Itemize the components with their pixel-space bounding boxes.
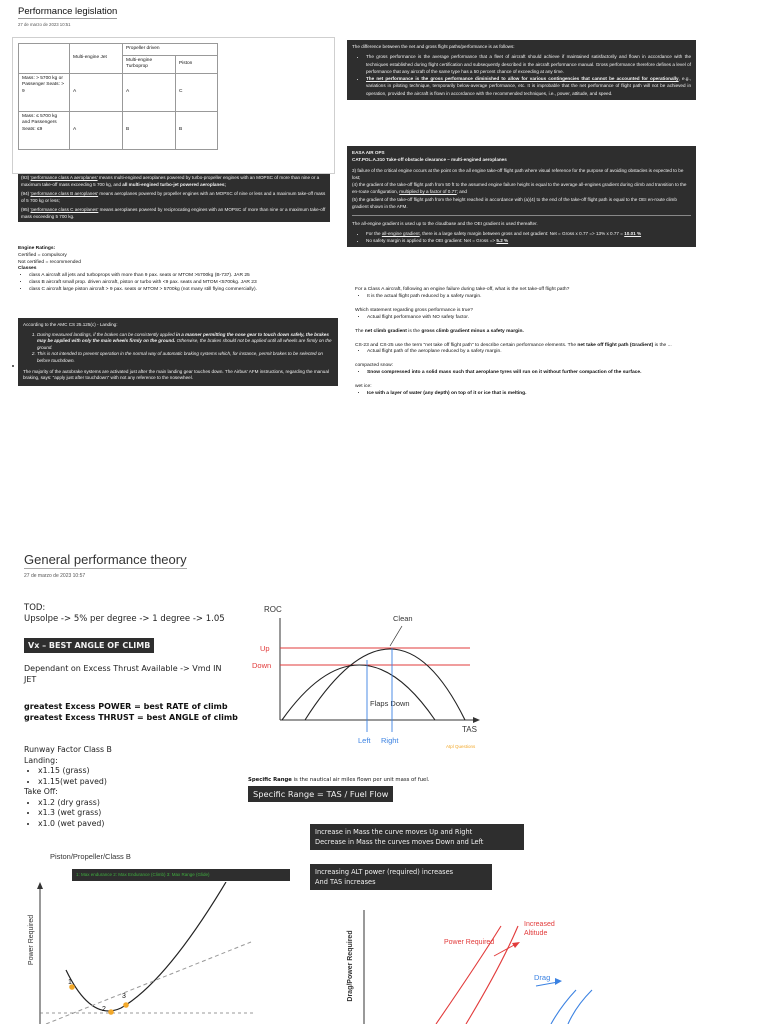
qa-q3-b1: net climb gradient — [364, 328, 407, 334]
left-label: Left — [358, 736, 371, 745]
tangent-line — [46, 942, 251, 1024]
mass-effect-box — [310, 824, 524, 850]
table-header-jet: Multi-engine Jet — [70, 44, 123, 74]
mass-effect-line2: Decrease in Mass the curves moves Down and Left — [315, 838, 484, 846]
qa-q3 — [355, 329, 680, 336]
easa-p4-ul: multiplied by a factor of 0.77 — [399, 189, 457, 195]
excess-power-line: greatest Excess POWER = best RATE of climb — [24, 702, 228, 711]
easa-b1-ul: all-engine gradient — [381, 230, 420, 236]
green-note-box: 1: Max endurance 2: Max Endurance (Climb) 3: Max Range (Glide) — [72, 869, 290, 881]
list-item: • Ice with a layer of water (any depth) on top of it or ice that is melting. — [367, 391, 680, 398]
amc-outro: The majority of the autobrake systems are activated just after the main landing gear touches down. The Airbus' AFM instructions, regarding the manual braking, says: "apply just after touchdown" with not any reference to the nosewheel. — [23, 368, 329, 381]
bottom-page-date: 27 de marzo de 2023 10:57 — [24, 573, 86, 579]
power-required-label: Power Required — [444, 939, 495, 946]
table-corner-cell — [19, 44, 70, 74]
easa-title2: CAT.POL.A.310 Take-off obstacle clearance – multi-engined aeroplanes — [352, 157, 507, 163]
qa-section — [355, 287, 680, 398]
qa-q2: Which statement regarding gross performance is true? — [355, 307, 473, 313]
specific-range-note-text: is the nautical air miles flown per unit mass of fuel. — [291, 777, 430, 783]
atpl-note: Atpl Questions — [446, 744, 476, 749]
chart-point-label-2: 2 — [102, 1006, 106, 1013]
qa-q3-b2: gross climb gradient minus a safety margin. — [421, 328, 524, 334]
mass-effect-line1: Increase in Mass the curve moves Up and Right — [315, 828, 473, 836]
list-item: • class C aircraft large piston aircraft > 9 pax. seats or MTOM > 5700kg (not many still flying commercially). — [29, 287, 333, 294]
list-item — [366, 230, 691, 237]
drag-label: Drag — [534, 973, 551, 982]
list-item: • Actual flight path of the aeroplane reduced by a safety margin. — [367, 349, 680, 356]
amc-item1-c: Otherwise, the brakes should not be applied until all wheels are firmly on the ground. — [37, 338, 332, 350]
list-item — [366, 237, 691, 244]
tod-block — [24, 603, 225, 625]
amc-item1-a: During measured landings, if the brakes can be consistently applied — [37, 331, 176, 337]
qa-q5: compacted snow: — [355, 363, 394, 369]
list-item: • x1.15(wet paved) — [38, 777, 112, 788]
table-cell: A — [70, 111, 123, 149]
qa-q4-a: CS-23 and CS-25 use the term "net take off flight path" to describe certain performance elements. The — [355, 342, 578, 348]
table-header-turboprop: Multi-engine Turboprop — [123, 55, 176, 73]
easa-b1-val: 10.01 % — [624, 230, 642, 236]
performance-classes-box — [18, 174, 330, 222]
p93-num: (93) — [21, 175, 31, 180]
easa-p4-b: ; and — [456, 189, 467, 195]
right-label: Right — [381, 736, 399, 745]
easa-list — [352, 230, 691, 244]
qa-a6-list — [355, 391, 680, 398]
classes-heading: Classes — [18, 266, 37, 272]
specific-range-note — [248, 777, 518, 783]
easa-p4-a: (4) the gradient of the take-off flight path from 50 ft to the assumed engine failure height is equal to the average all-engines gradient during climb and transition to the en-route configuration, — [352, 182, 687, 195]
down-label: Down — [252, 661, 272, 670]
specific-range-box: Specific Range = TAS / Fuel Flow — [248, 786, 393, 802]
qa-a5-list — [355, 370, 680, 377]
p93-text: means multi-engined aeroplanes powered by turbo-propeller engines with an MOPSC of more than nine or a maximum take-off mass exceeding 5 700 kg, and — [21, 175, 320, 187]
table-header-group: Propeller driven — [123, 44, 218, 56]
chart-point-2 — [108, 1009, 114, 1015]
net-intro: The difference between the net and gross flight paths/performance is as follows: — [352, 44, 515, 49]
altitude-effect-line2: And TAS increases — [315, 878, 376, 886]
net-gross-box — [347, 40, 696, 100]
clean-label: Clean — [393, 614, 413, 623]
qa-a4-list — [355, 349, 680, 356]
list-item — [366, 75, 691, 97]
landing-label: Landing: — [24, 755, 58, 765]
easa-p6: The all-engine gradient is used up to the cloudbase and the OEI gradient is used thereafter. — [352, 220, 538, 226]
excess-block — [24, 701, 238, 723]
qa-a1-list — [355, 294, 680, 301]
increased-altitude-label-1: Increased — [524, 921, 555, 928]
list-item: • Snow compressed into a solid mass such that aeroplane tyres will run on it without further compaction of the surface. — [367, 370, 680, 377]
amc-landing-box — [18, 318, 338, 386]
list-item — [37, 332, 333, 352]
altitude-effect-line1: Increasing ALT power (required) increases — [315, 868, 454, 876]
takeoff-label: Take Off: — [24, 787, 58, 796]
chart-point-label-1: 1 — [68, 979, 72, 986]
easa-p5: (5) the gradient of the take-off flight path from the height reached in accordance with (a)(4) to the end of the take-off flight path is equal to the OEI en-route climb gradient shown in the AFM. — [352, 196, 677, 209]
chart-point-3 — [123, 1002, 129, 1008]
up-label: Up — [260, 644, 270, 653]
top-page-title: Performance legislation — [18, 6, 118, 17]
p95-text: means aeroplanes powered by reciprocating engines with an MOPSC of more than nine or a maximum take-off mass exceeding 5 700 kg. — [21, 207, 326, 219]
margin-dot — [12, 365, 14, 367]
roc-ylabel: ROC — [264, 605, 282, 614]
list-item: • Actual flight performance with NO safety factor. — [367, 315, 680, 322]
drag-chart-ylabel: Drag/Power Required — [347, 930, 354, 1002]
list-item: • class B aircraft small prop. driven aircraft, piston or turbo with <9 pax. seats and MTOM <5700kg. JAR 23 — [29, 280, 333, 287]
ratings-not-certified: Not certified = recommended — [18, 259, 81, 265]
qa-q1: For a Class A aircraft, following an engine failure during take-off, what is the net take-off flight path? — [355, 287, 570, 292]
clean-curve — [305, 649, 465, 720]
amc-list — [23, 332, 333, 365]
increased-altitude-label-2: Altitude — [524, 930, 548, 937]
table-row2-label: Mass: ≤ 5700 kg and Passengers Seats: ≤9 — [19, 111, 70, 149]
flaps-down-curve — [282, 665, 435, 720]
amc-intro: According to the AMC CS 25.125(c) - Landing: — [23, 322, 118, 327]
vx-box: Vx – BEST ANGLE OF CLIMB — [24, 638, 154, 653]
qa-q3-c: is the — [406, 328, 422, 334]
table-cell: B — [123, 111, 176, 149]
roc-chart — [250, 600, 492, 760]
runway-factor-block — [24, 745, 112, 829]
list-item: • x1.2 (dry grass) — [38, 798, 112, 809]
easa-box — [347, 146, 696, 247]
takeoff-list — [24, 798, 112, 830]
list-item: • x1.15 (grass) — [38, 766, 112, 777]
p95-link: 'performance class C aeroplanes' — [30, 207, 99, 213]
net-item2-ul: The net performance is the gross performance diminished to allow for various contingencies that cannot be accounted for operationally — [366, 76, 679, 82]
p94-link: 'performance class B aeroplanes' — [30, 191, 99, 197]
list-item: • class A aircraft all jets and turboprops with more than 9 pax. seats or MTOM >5700kg (B-737). JAR 25 — [29, 273, 333, 280]
dependant-text: Dependant on Excess Thrust Available -> Vmd IN JET — [24, 664, 222, 684]
p94-text: means aeroplanes powered by propeller engines with an MOPSC of nine or less and a maximum take-off mass of 5 700 kg or less; — [21, 191, 326, 203]
specific-range-note-bold: Specific Range — [248, 777, 292, 783]
power-curve — [66, 882, 226, 1011]
piston-label: Piston/Propeller/Class B — [50, 852, 131, 861]
easa-b1-a: For the — [366, 230, 382, 236]
power-chart-ylabel: Power Required — [28, 914, 35, 966]
power-required-chart — [26, 882, 258, 1024]
y-axis-arrow — [37, 882, 43, 889]
qa-q3-a: The — [355, 328, 365, 334]
easa-p3: 3) failure of the critical engine occurs at the point on the all engine take-off flight path where visual reference for the purpose of avoiding obstacles is expected to be lost; — [352, 168, 684, 181]
table-cell: A — [123, 73, 176, 111]
engine-ratings — [18, 246, 333, 294]
list-item: • x1.3 (wet grass) — [38, 808, 112, 819]
qa-q4-c: is the ... — [653, 342, 672, 348]
landing-list — [24, 766, 112, 787]
p93-link: 'performance class A aeroplanes' — [30, 175, 98, 180]
performance-class-table — [18, 43, 218, 150]
ratings-certified: Certified = compulsory — [18, 252, 67, 258]
roc-xlabel: TAS — [462, 725, 477, 734]
drag-arrow — [536, 982, 558, 986]
drag-power-chart — [336, 906, 598, 1024]
easa-b1-b: , there is a large safety margin between gross and net gradient: Net = Gross x 0.77 => 13% x 0.77 = — [419, 230, 625, 236]
net-list — [352, 53, 691, 97]
table-cell: A — [70, 73, 123, 111]
top-page-date: 27 de marzo de 2023 10:51 — [18, 22, 71, 27]
drag-arrow-head — [555, 978, 562, 985]
net-item2-rest: , e.g., variations in piloting technique, temporarily below-average performance, etc. It is improbable that the net performance of flight path will not be achieved in operation, provided the aircraft is flown in accordance with the recommended techniques, i.e., power, attitude, and speed. — [366, 76, 691, 96]
p93-bold: all multi-engined turbo-jet powered aeroplanes; — [122, 181, 226, 187]
excess-thrust-line: greatest Excess THRUST = best ANGLE of climb — [24, 713, 238, 722]
amc-item1-b: in a manner permitting the nose gear to touch down safely, the brakes may be applied with only the main wheels firmly on the ground. — [37, 331, 329, 344]
table-cell: C — [176, 73, 218, 111]
list-item: • The gross performance is the average performance that a fleet of aircraft should achieve if maintained satisfactorily and flown in accordance with the techniques established during flight certification and subsequently described in the aircraft performance manual. Gross performance therefore defines a level of performance that any aircraft of the same type has a 50 percent chance of exceeding at any time. — [366, 53, 691, 75]
classes-list — [18, 273, 333, 293]
altitude-effect-box — [310, 864, 492, 890]
flaps-down-label: Flaps Down — [370, 699, 410, 708]
bottom-page-title: General performance theory — [24, 552, 187, 567]
clean-pointer — [390, 626, 402, 646]
list-item: 2. This is not intended to prevent operation in the normal way of automatic braking systems which, for instance, permit brakes to be selected on before touchdown. — [37, 351, 333, 364]
easa-b2-val: 5.2 % — [496, 237, 509, 243]
qa-q4-b: net take off flight path (Gradient) — [577, 342, 654, 348]
table-cell: B — [176, 111, 218, 149]
p94-num: (94) — [21, 191, 31, 197]
drag-curve-1 — [551, 990, 576, 1024]
roc-x-axis-arrow — [473, 717, 480, 723]
easa-p4 — [352, 181, 691, 195]
altitude-arrow-head — [512, 942, 520, 948]
easa-b2-a: No safety margin is applied to the OEI gradient: Net = Gross => — [366, 237, 497, 243]
list-item: • x1.0 (wet paved) — [38, 819, 112, 830]
table-row1-label: Mass: > 5700 kg or Passenger Seats: > 9 — [19, 73, 70, 111]
tod-label: TOD: — [24, 603, 46, 613]
list-item: • It is the actual flight path reduced by a safety margin. — [367, 294, 680, 301]
p95-num: (95) — [21, 207, 31, 213]
tod-text: Upsolpe -> 5% per degree -> 1 degree -> 1.05 — [24, 614, 225, 624]
qa-a2-list — [355, 315, 680, 322]
easa-divider — [352, 215, 691, 216]
easa-title1: EASA AIR OPS — [352, 150, 385, 155]
ratings-heading: Engine Ratings: — [18, 246, 56, 251]
qa-q6: wet ice: — [355, 384, 372, 390]
chart-point-label-3: 3 — [122, 993, 126, 1000]
table-header-piston: Piston — [176, 55, 218, 73]
runway-heading: Runway Factor Class B — [24, 745, 112, 754]
